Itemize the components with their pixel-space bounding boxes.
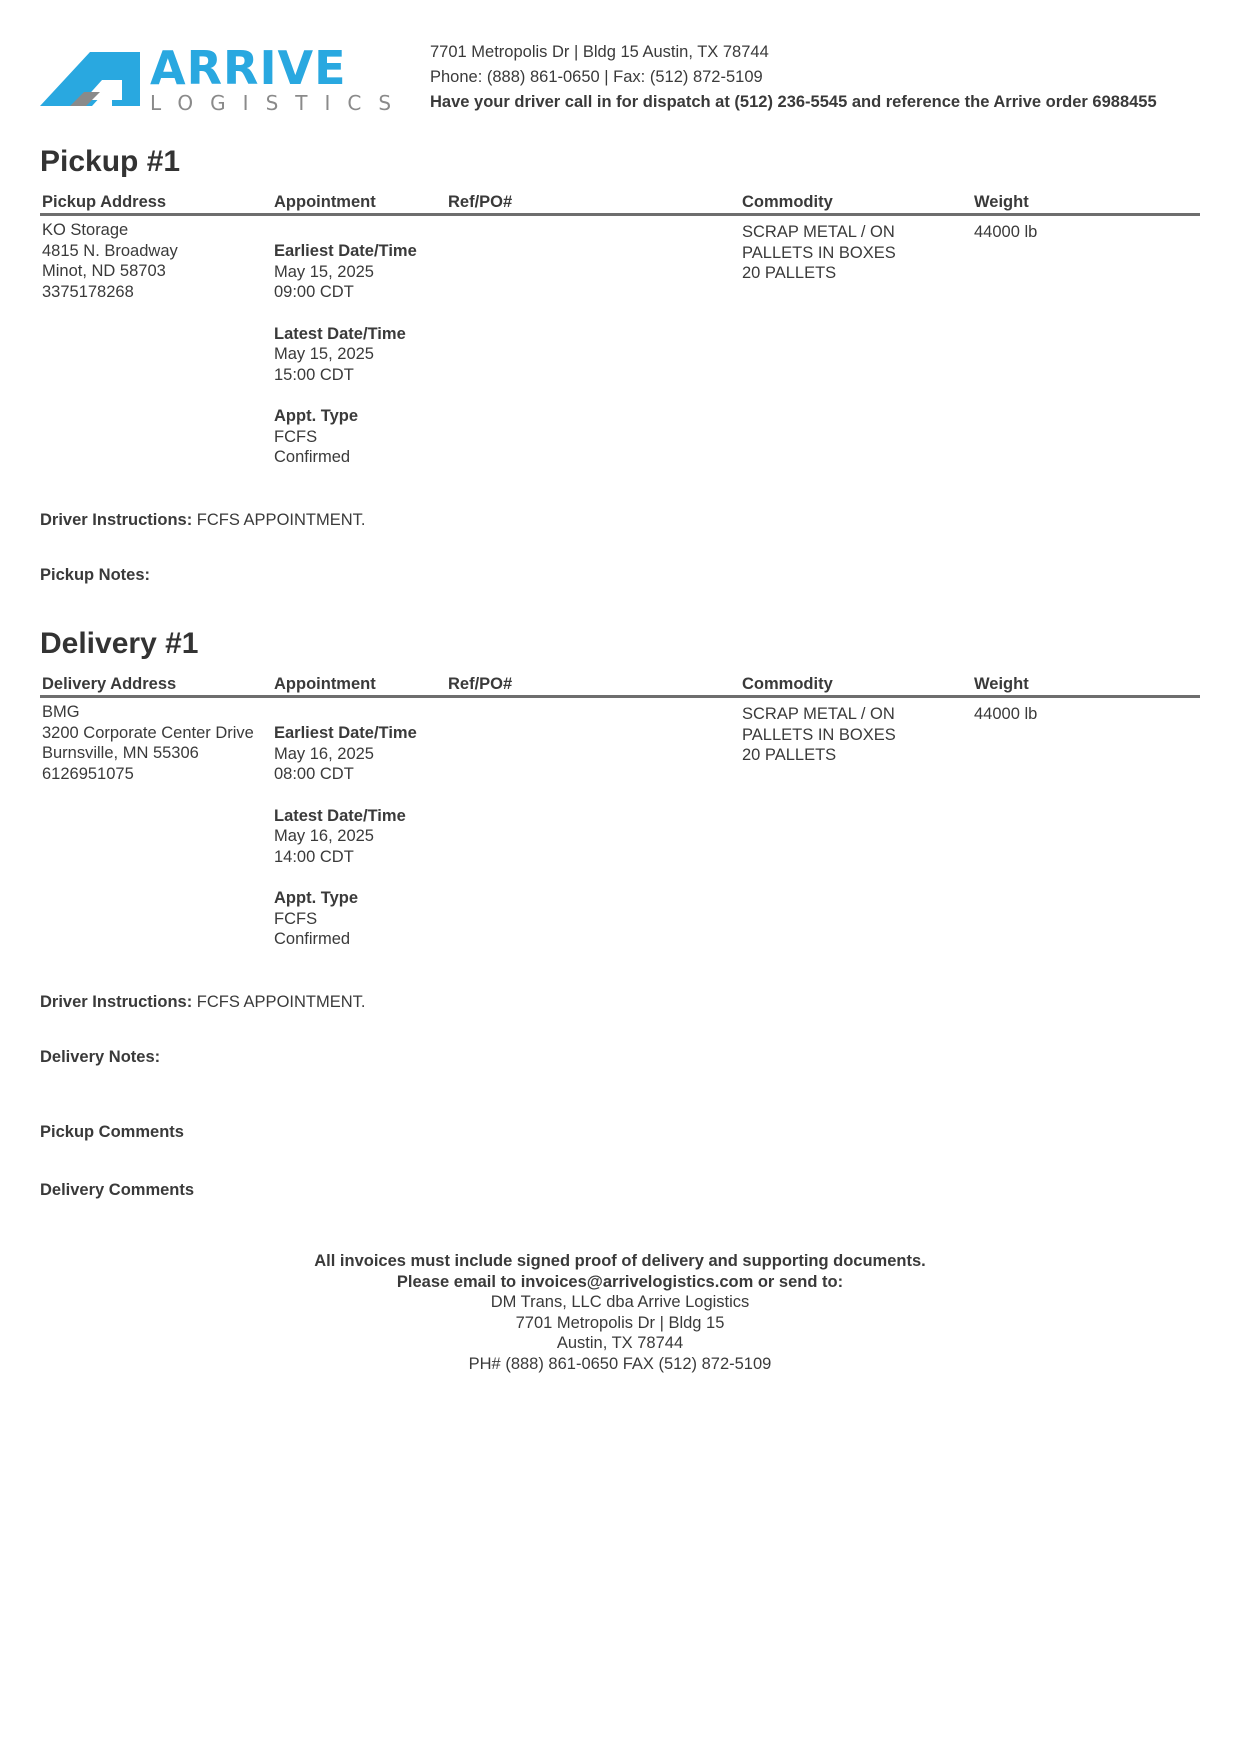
col-ref-po: Ref/PO# [448, 675, 513, 693]
delivery-address-street: 3200 Corporate Center Drive [42, 723, 254, 742]
company-address: 7701 Metropolis Dr | Bldg 15 Austin, TX 78744 [430, 43, 769, 61]
delivery-notes-label: Delivery Notes: [40, 1048, 161, 1066]
delivery-address [42, 702, 254, 784]
pickup-table [40, 190, 1200, 466]
pickup-address [42, 220, 178, 302]
company-info [430, 40, 1157, 115]
dispatch-instructions: Have your driver call in for dispatch at (512) 236-5545 and reference the Arrive order 6988455 [430, 93, 1157, 111]
col-appointment: Appointment [274, 193, 376, 211]
delivery-appt-status: Confirmed [274, 930, 351, 948]
footer-company-name: DM Trans, LLC dba Arrive Logistics [490, 1293, 750, 1311]
delivery-commodity-line: PALLETS IN BOXES [742, 725, 896, 744]
footer-invoice-requirement: All invoices must include signed proof of delivery and supporting documents. [314, 1252, 926, 1270]
pickup-commodity-line: SCRAP METAL / ON [742, 223, 895, 241]
company-phone: Phone: (888) 861-0650 | Fax: (512) 872-5109 [430, 68, 763, 86]
delivery-address-phone: 6126951075 [42, 764, 134, 783]
pickup-table-header [40, 190, 1200, 216]
footer-city: Austin, TX 78744 [556, 1334, 684, 1352]
pickup-weight: 44000 lb [974, 223, 1038, 241]
pickup-earliest-label: Earliest Date/Time [274, 242, 417, 260]
pickup-driver-instructions [40, 511, 365, 530]
pickup-driver-instructions-value: FCFS APPOINTMENT. [196, 511, 366, 529]
delivery-appointment [274, 723, 417, 950]
delivery-latest-time: 14:00 CDT [274, 847, 354, 866]
delivery-driver-instructions [40, 993, 365, 1012]
pickup-appt-type: FCFS [274, 427, 318, 446]
pickup-notes-label: Pickup Notes: [40, 566, 151, 584]
col-commodity: Commodity [742, 193, 833, 211]
pickup-address-city: Minot, ND 58703 [42, 262, 166, 280]
delivery-notes [40, 1048, 160, 1067]
footer-street: 7701 Metropolis Dr | Bldg 15 [515, 1313, 725, 1332]
logo-word: ARRIVE [150, 44, 347, 95]
delivery-table-header [40, 672, 1200, 698]
delivery-earliest-label: Earliest Date/Time [274, 724, 417, 742]
col-appointment: Appointment [274, 675, 376, 693]
delivery-appt-type: FCFS [274, 909, 318, 928]
pickup-latest-time: 15:00 CDT [274, 365, 354, 384]
delivery-title: Delivery #1 [40, 627, 199, 660]
pickup-address-name: KO Storage [42, 221, 129, 239]
col-delivery-address: Delivery Address [42, 675, 177, 693]
pickup-driver-instructions-label: Driver Instructions: [40, 511, 193, 529]
delivery-weight: 44000 lb [974, 705, 1038, 723]
col-weight: Weight [974, 193, 1029, 211]
delivery-commodity-line: SCRAP METAL / ON [742, 705, 895, 723]
delivery-driver-instructions-label: Driver Instructions: [40, 993, 193, 1011]
pickup-appt-status: Confirmed [274, 448, 351, 466]
pickup-commodity-line: 20 PALLETS [742, 264, 837, 282]
delivery-appt-type-label: Appt. Type [274, 889, 359, 907]
delivery-driver-instructions-value: FCFS APPOINTMENT. [196, 993, 366, 1011]
pickup-title: Pickup #1 [40, 145, 181, 178]
delivery-earliest-time: 08:00 CDT [274, 765, 354, 783]
footer-email-instructions: Please email to invoices@arrivelogistics.com or send to: [396, 1272, 844, 1291]
col-ref-po: Ref/PO# [448, 193, 513, 211]
pickup-latest-date: May 15, 2025 [274, 345, 374, 363]
pickup-commodity [742, 222, 896, 284]
delivery-latest-label: Latest Date/Time [274, 806, 406, 825]
delivery-commodity [742, 704, 896, 766]
pickup-comments [40, 1123, 184, 1142]
pickup-address-phone: 3375178268 [42, 282, 134, 301]
page-header [40, 40, 1220, 120]
pickup-latest-label: Latest Date/Time [274, 324, 406, 343]
delivery-table [40, 672, 1200, 948]
pickup-address-street: 4815 N. Broadway [42, 241, 178, 260]
delivery-earliest-date: May 16, 2025 [274, 744, 374, 763]
col-weight: Weight [974, 675, 1029, 693]
delivery-address-city: Burnsville, MN 55306 [42, 744, 199, 762]
logo-sub: LOGISTICS [150, 91, 409, 114]
invoice-footer [40, 1251, 1200, 1374]
delivery-comments [40, 1181, 194, 1200]
delivery-commodity-line: 20 PALLETS [742, 746, 837, 764]
col-pickup-address: Pickup Address [42, 193, 167, 211]
pickup-commodity-line: PALLETS IN BOXES [742, 243, 896, 262]
delivery-address-name: BMG [42, 703, 80, 721]
pickup-earliest-time: 09:00 CDT [274, 283, 354, 301]
pickup-comments-label: Pickup Comments [40, 1123, 184, 1141]
delivery-latest-date: May 16, 2025 [274, 827, 374, 845]
pickup-appt-type-label: Appt. Type [274, 407, 359, 425]
pickup-appointment [274, 241, 417, 468]
arrive-logistics-logo [40, 44, 410, 114]
delivery-comments-label: Delivery Comments [40, 1181, 195, 1199]
footer-phone-fax: PH# (888) 861-0650 FAX (512) 872-5109 [468, 1354, 772, 1373]
pickup-earliest-date: May 15, 2025 [274, 262, 374, 281]
col-commodity: Commodity [742, 675, 833, 693]
pickup-notes [40, 566, 150, 585]
